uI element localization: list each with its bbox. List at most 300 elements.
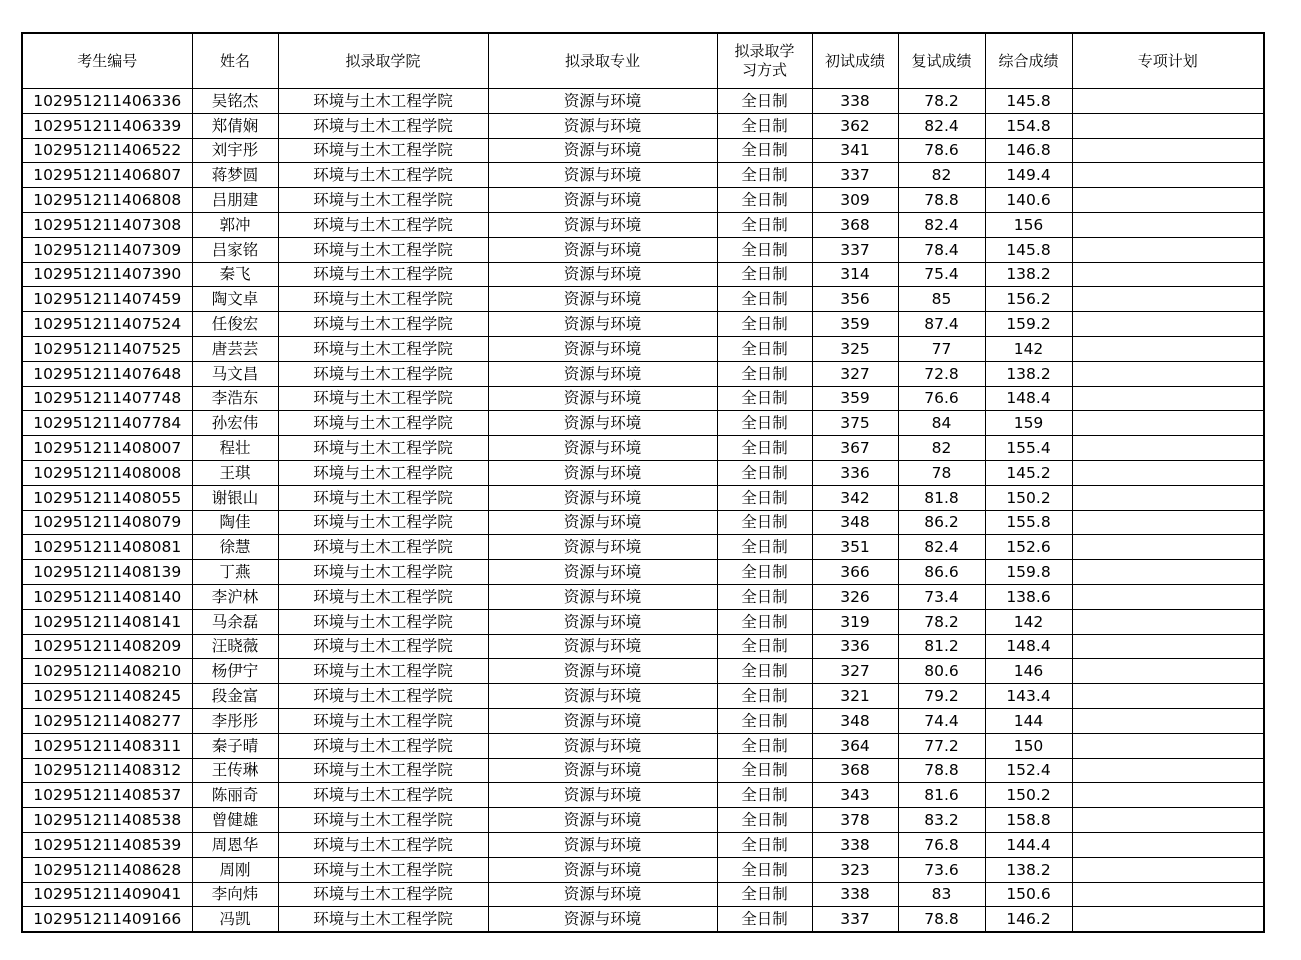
cell-special-plan bbox=[1072, 485, 1264, 510]
cell-initial-score: 326 bbox=[812, 584, 898, 609]
cell-candidate-id: 102951211408312 bbox=[22, 758, 192, 783]
cell-college: 环境与土木工程学院 bbox=[278, 262, 488, 287]
header-candidate-id: 考生编号 bbox=[22, 33, 192, 89]
cell-major: 资源与环境 bbox=[488, 832, 717, 857]
cell-retest-score: 78 bbox=[898, 460, 985, 485]
cell-college: 环境与土木工程学院 bbox=[278, 336, 488, 361]
cell-candidate-id: 102951211408311 bbox=[22, 733, 192, 758]
cell-total-score: 152.4 bbox=[985, 758, 1072, 783]
cell-initial-score: 309 bbox=[812, 188, 898, 213]
cell-study-mode: 全日制 bbox=[717, 783, 812, 808]
table-row bbox=[22, 411, 1264, 436]
cell-initial-score: 325 bbox=[812, 336, 898, 361]
cell-special-plan bbox=[1072, 361, 1264, 386]
cell-retest-score: 76.6 bbox=[898, 386, 985, 411]
cell-candidate-id: 102951211408538 bbox=[22, 808, 192, 833]
cell-total-score: 150.2 bbox=[985, 485, 1072, 510]
cell-name: 郑倩娴 bbox=[192, 113, 278, 138]
cell-special-plan bbox=[1072, 510, 1264, 535]
admission-table bbox=[21, 32, 1265, 933]
cell-candidate-id: 102951211408141 bbox=[22, 609, 192, 634]
cell-college: 环境与土木工程学院 bbox=[278, 560, 488, 585]
cell-name: 秦子晴 bbox=[192, 733, 278, 758]
header-special-plan: 专项计划 bbox=[1072, 33, 1264, 89]
cell-major: 资源与环境 bbox=[488, 659, 717, 684]
cell-total-score: 155.4 bbox=[985, 436, 1072, 461]
cell-total-score: 138.6 bbox=[985, 584, 1072, 609]
cell-retest-score: 81.8 bbox=[898, 485, 985, 510]
cell-study-mode: 全日制 bbox=[717, 436, 812, 461]
cell-study-mode: 全日制 bbox=[717, 188, 812, 213]
cell-retest-score: 77.2 bbox=[898, 733, 985, 758]
cell-initial-score: 359 bbox=[812, 312, 898, 337]
cell-retest-score: 73.4 bbox=[898, 584, 985, 609]
cell-college: 环境与土木工程学院 bbox=[278, 733, 488, 758]
cell-college: 环境与土木工程学院 bbox=[278, 287, 488, 312]
cell-retest-score: 80.6 bbox=[898, 659, 985, 684]
cell-study-mode: 全日制 bbox=[717, 684, 812, 709]
cell-study-mode: 全日制 bbox=[717, 560, 812, 585]
cell-major: 资源与环境 bbox=[488, 758, 717, 783]
cell-initial-score: 327 bbox=[812, 361, 898, 386]
admission-sheet bbox=[21, 32, 1263, 933]
table-row bbox=[22, 882, 1264, 907]
cell-study-mode: 全日制 bbox=[717, 758, 812, 783]
cell-study-mode: 全日制 bbox=[717, 510, 812, 535]
table-row bbox=[22, 535, 1264, 560]
table-row bbox=[22, 188, 1264, 213]
cell-initial-score: 362 bbox=[812, 113, 898, 138]
cell-total-score: 145.8 bbox=[985, 89, 1072, 114]
cell-college: 环境与土木工程学院 bbox=[278, 609, 488, 634]
cell-college: 环境与土木工程学院 bbox=[278, 708, 488, 733]
cell-retest-score: 77 bbox=[898, 336, 985, 361]
table-row bbox=[22, 684, 1264, 709]
cell-study-mode: 全日制 bbox=[717, 212, 812, 237]
cell-name: 孙宏伟 bbox=[192, 411, 278, 436]
cell-special-plan bbox=[1072, 634, 1264, 659]
cell-name: 丁燕 bbox=[192, 560, 278, 585]
cell-name: 李彤彤 bbox=[192, 708, 278, 733]
cell-special-plan bbox=[1072, 138, 1264, 163]
cell-special-plan bbox=[1072, 287, 1264, 312]
cell-total-score: 138.2 bbox=[985, 262, 1072, 287]
cell-name: 郭冲 bbox=[192, 212, 278, 237]
cell-initial-score: 338 bbox=[812, 882, 898, 907]
cell-special-plan bbox=[1072, 212, 1264, 237]
cell-retest-score: 76.8 bbox=[898, 832, 985, 857]
cell-name: 刘宇彤 bbox=[192, 138, 278, 163]
cell-special-plan bbox=[1072, 783, 1264, 808]
cell-special-plan bbox=[1072, 386, 1264, 411]
cell-retest-score: 83.2 bbox=[898, 808, 985, 833]
cell-name: 吕朋建 bbox=[192, 188, 278, 213]
table-header-row bbox=[22, 33, 1264, 89]
cell-major: 资源与环境 bbox=[488, 436, 717, 461]
cell-total-score: 143.4 bbox=[985, 684, 1072, 709]
cell-candidate-id: 102951211408277 bbox=[22, 708, 192, 733]
cell-initial-score: 375 bbox=[812, 411, 898, 436]
cell-name: 马文昌 bbox=[192, 361, 278, 386]
cell-special-plan bbox=[1072, 609, 1264, 634]
cell-major: 资源与环境 bbox=[488, 138, 717, 163]
cell-retest-score: 85 bbox=[898, 287, 985, 312]
cell-total-score: 149.4 bbox=[985, 163, 1072, 188]
cell-total-score: 159.8 bbox=[985, 560, 1072, 585]
cell-candidate-id: 102951211407459 bbox=[22, 287, 192, 312]
cell-major: 资源与环境 bbox=[488, 584, 717, 609]
cell-special-plan bbox=[1072, 708, 1264, 733]
cell-name: 周恩华 bbox=[192, 832, 278, 857]
cell-special-plan bbox=[1072, 312, 1264, 337]
cell-name: 汪晓薇 bbox=[192, 634, 278, 659]
cell-retest-score: 82 bbox=[898, 436, 985, 461]
cell-retest-score: 82.4 bbox=[898, 535, 985, 560]
cell-study-mode: 全日制 bbox=[717, 634, 812, 659]
cell-initial-score: 327 bbox=[812, 659, 898, 684]
table-row bbox=[22, 336, 1264, 361]
cell-special-plan bbox=[1072, 907, 1264, 932]
table-row bbox=[22, 634, 1264, 659]
cell-study-mode: 全日制 bbox=[717, 659, 812, 684]
cell-major: 资源与环境 bbox=[488, 188, 717, 213]
cell-special-plan bbox=[1072, 411, 1264, 436]
cell-major: 资源与环境 bbox=[488, 708, 717, 733]
cell-college: 环境与土木工程学院 bbox=[278, 758, 488, 783]
cell-name: 李沪林 bbox=[192, 584, 278, 609]
cell-study-mode: 全日制 bbox=[717, 163, 812, 188]
cell-total-score: 148.4 bbox=[985, 634, 1072, 659]
cell-candidate-id: 102951211408537 bbox=[22, 783, 192, 808]
table-row bbox=[22, 659, 1264, 684]
header-retest-score: 复试成绩 bbox=[898, 33, 985, 89]
cell-candidate-id: 102951211407748 bbox=[22, 386, 192, 411]
cell-total-score: 152.6 bbox=[985, 535, 1072, 560]
header-major: 拟录取专业 bbox=[488, 33, 717, 89]
cell-total-score: 142 bbox=[985, 336, 1072, 361]
cell-total-score: 145.8 bbox=[985, 237, 1072, 262]
cell-special-plan bbox=[1072, 584, 1264, 609]
cell-college: 环境与土木工程学院 bbox=[278, 584, 488, 609]
cell-retest-score: 87.4 bbox=[898, 312, 985, 337]
cell-name: 冯凯 bbox=[192, 907, 278, 932]
cell-total-score: 144 bbox=[985, 708, 1072, 733]
cell-candidate-id: 102951211408079 bbox=[22, 510, 192, 535]
cell-total-score: 140.6 bbox=[985, 188, 1072, 213]
cell-major: 资源与环境 bbox=[488, 560, 717, 585]
cell-retest-score: 81.2 bbox=[898, 634, 985, 659]
cell-retest-score: 73.6 bbox=[898, 857, 985, 882]
cell-college: 环境与土木工程学院 bbox=[278, 510, 488, 535]
cell-candidate-id: 102951211406807 bbox=[22, 163, 192, 188]
cell-college: 环境与土木工程学院 bbox=[278, 237, 488, 262]
cell-study-mode: 全日制 bbox=[717, 312, 812, 337]
cell-special-plan bbox=[1072, 733, 1264, 758]
header-name: 姓名 bbox=[192, 33, 278, 89]
cell-total-score: 146 bbox=[985, 659, 1072, 684]
cell-candidate-id: 102951211408055 bbox=[22, 485, 192, 510]
cell-college: 环境与土木工程学院 bbox=[278, 312, 488, 337]
cell-major: 资源与环境 bbox=[488, 907, 717, 932]
cell-candidate-id: 102951211408139 bbox=[22, 560, 192, 585]
header-total-score: 综合成绩 bbox=[985, 33, 1072, 89]
cell-initial-score: 343 bbox=[812, 783, 898, 808]
cell-major: 资源与环境 bbox=[488, 113, 717, 138]
cell-college: 环境与土木工程学院 bbox=[278, 907, 488, 932]
cell-total-score: 155.8 bbox=[985, 510, 1072, 535]
cell-major: 资源与环境 bbox=[488, 212, 717, 237]
cell-name: 王传琳 bbox=[192, 758, 278, 783]
cell-special-plan bbox=[1072, 832, 1264, 857]
cell-special-plan bbox=[1072, 758, 1264, 783]
cell-major: 资源与环境 bbox=[488, 386, 717, 411]
cell-college: 环境与土木工程学院 bbox=[278, 188, 488, 213]
cell-name: 杨伊宁 bbox=[192, 659, 278, 684]
cell-major: 资源与环境 bbox=[488, 287, 717, 312]
cell-candidate-id: 102951211408210 bbox=[22, 659, 192, 684]
cell-candidate-id: 102951211408245 bbox=[22, 684, 192, 709]
cell-study-mode: 全日制 bbox=[717, 237, 812, 262]
cell-name: 周刚 bbox=[192, 857, 278, 882]
table-row bbox=[22, 262, 1264, 287]
cell-total-score: 148.4 bbox=[985, 386, 1072, 411]
cell-special-plan bbox=[1072, 336, 1264, 361]
cell-total-score: 150.2 bbox=[985, 783, 1072, 808]
cell-initial-score: 336 bbox=[812, 634, 898, 659]
cell-candidate-id: 102951211409166 bbox=[22, 907, 192, 932]
cell-college: 环境与土木工程学院 bbox=[278, 808, 488, 833]
cell-total-score: 146.2 bbox=[985, 907, 1072, 932]
cell-candidate-id: 102951211407525 bbox=[22, 336, 192, 361]
cell-candidate-id: 102951211408628 bbox=[22, 857, 192, 882]
cell-name: 吕家铭 bbox=[192, 237, 278, 262]
cell-study-mode: 全日制 bbox=[717, 485, 812, 510]
cell-initial-score: 337 bbox=[812, 907, 898, 932]
cell-study-mode: 全日制 bbox=[717, 907, 812, 932]
cell-initial-score: 338 bbox=[812, 832, 898, 857]
cell-total-score: 138.2 bbox=[985, 361, 1072, 386]
cell-candidate-id: 102951211409041 bbox=[22, 882, 192, 907]
cell-candidate-id: 102951211406336 bbox=[22, 89, 192, 114]
cell-special-plan bbox=[1072, 560, 1264, 585]
cell-candidate-id: 102951211407390 bbox=[22, 262, 192, 287]
cell-initial-score: 323 bbox=[812, 857, 898, 882]
cell-candidate-id: 102951211407308 bbox=[22, 212, 192, 237]
cell-name: 唐芸芸 bbox=[192, 336, 278, 361]
cell-retest-score: 78.8 bbox=[898, 907, 985, 932]
cell-college: 环境与土木工程学院 bbox=[278, 634, 488, 659]
cell-name: 秦飞 bbox=[192, 262, 278, 287]
table-row bbox=[22, 584, 1264, 609]
cell-name: 曾健雄 bbox=[192, 808, 278, 833]
cell-candidate-id: 102951211408007 bbox=[22, 436, 192, 461]
cell-name: 李向炜 bbox=[192, 882, 278, 907]
cell-study-mode: 全日制 bbox=[717, 336, 812, 361]
cell-special-plan bbox=[1072, 188, 1264, 213]
cell-total-score: 158.8 bbox=[985, 808, 1072, 833]
cell-major: 资源与环境 bbox=[488, 857, 717, 882]
cell-candidate-id: 102951211408140 bbox=[22, 584, 192, 609]
cell-initial-score: 366 bbox=[812, 560, 898, 585]
cell-college: 环境与土木工程学院 bbox=[278, 138, 488, 163]
cell-retest-score: 78.2 bbox=[898, 89, 985, 114]
table-row bbox=[22, 758, 1264, 783]
cell-study-mode: 全日制 bbox=[717, 733, 812, 758]
cell-retest-score: 79.2 bbox=[898, 684, 985, 709]
cell-study-mode: 全日制 bbox=[717, 535, 812, 560]
table-row bbox=[22, 733, 1264, 758]
cell-retest-score: 82.4 bbox=[898, 113, 985, 138]
cell-major: 资源与环境 bbox=[488, 163, 717, 188]
cell-special-plan bbox=[1072, 882, 1264, 907]
cell-major: 资源与环境 bbox=[488, 684, 717, 709]
cell-study-mode: 全日制 bbox=[717, 808, 812, 833]
cell-retest-score: 82.4 bbox=[898, 212, 985, 237]
cell-candidate-id: 102951211408539 bbox=[22, 832, 192, 857]
cell-major: 资源与环境 bbox=[488, 634, 717, 659]
cell-total-score: 150 bbox=[985, 733, 1072, 758]
cell-study-mode: 全日制 bbox=[717, 832, 812, 857]
cell-study-mode: 全日制 bbox=[717, 857, 812, 882]
table-row bbox=[22, 386, 1264, 411]
cell-initial-score: 337 bbox=[812, 163, 898, 188]
cell-major: 资源与环境 bbox=[488, 882, 717, 907]
cell-total-score: 146.8 bbox=[985, 138, 1072, 163]
cell-candidate-id: 102951211408008 bbox=[22, 460, 192, 485]
cell-retest-score: 72.8 bbox=[898, 361, 985, 386]
cell-major: 资源与环境 bbox=[488, 89, 717, 114]
cell-candidate-id: 102951211406339 bbox=[22, 113, 192, 138]
table-row bbox=[22, 436, 1264, 461]
cell-study-mode: 全日制 bbox=[717, 262, 812, 287]
cell-initial-score: 351 bbox=[812, 535, 898, 560]
cell-study-mode: 全日制 bbox=[717, 460, 812, 485]
cell-major: 资源与环境 bbox=[488, 808, 717, 833]
cell-initial-score: 338 bbox=[812, 89, 898, 114]
cell-total-score: 145.2 bbox=[985, 460, 1072, 485]
cell-total-score: 159 bbox=[985, 411, 1072, 436]
table-row bbox=[22, 783, 1264, 808]
cell-retest-score: 86.2 bbox=[898, 510, 985, 535]
table-row bbox=[22, 287, 1264, 312]
cell-major: 资源与环境 bbox=[488, 411, 717, 436]
cell-total-score: 144.4 bbox=[985, 832, 1072, 857]
cell-special-plan bbox=[1072, 684, 1264, 709]
cell-total-score: 156.2 bbox=[985, 287, 1072, 312]
cell-initial-score: 367 bbox=[812, 436, 898, 461]
table-body bbox=[22, 89, 1264, 933]
cell-major: 资源与环境 bbox=[488, 783, 717, 808]
cell-candidate-id: 102951211408081 bbox=[22, 535, 192, 560]
cell-special-plan bbox=[1072, 857, 1264, 882]
cell-study-mode: 全日制 bbox=[717, 361, 812, 386]
cell-total-score: 159.2 bbox=[985, 312, 1072, 337]
cell-retest-score: 78.6 bbox=[898, 138, 985, 163]
cell-candidate-id: 102951211408209 bbox=[22, 634, 192, 659]
cell-special-plan bbox=[1072, 659, 1264, 684]
cell-initial-score: 321 bbox=[812, 684, 898, 709]
header-study-mode bbox=[717, 33, 812, 89]
cell-name: 段金富 bbox=[192, 684, 278, 709]
cell-candidate-id: 102951211406808 bbox=[22, 188, 192, 213]
cell-initial-score: 314 bbox=[812, 262, 898, 287]
cell-major: 资源与环境 bbox=[488, 237, 717, 262]
table-row bbox=[22, 361, 1264, 386]
cell-major: 资源与环境 bbox=[488, 733, 717, 758]
cell-candidate-id: 102951211407784 bbox=[22, 411, 192, 436]
cell-college: 环境与土木工程学院 bbox=[278, 212, 488, 237]
cell-name: 徐慧 bbox=[192, 535, 278, 560]
cell-college: 环境与土木工程学院 bbox=[278, 411, 488, 436]
table-row bbox=[22, 808, 1264, 833]
cell-college: 环境与土木工程学院 bbox=[278, 89, 488, 114]
cell-college: 环境与土木工程学院 bbox=[278, 659, 488, 684]
table-row bbox=[22, 89, 1264, 114]
cell-initial-score: 348 bbox=[812, 510, 898, 535]
cell-name: 任俊宏 bbox=[192, 312, 278, 337]
cell-college: 环境与土木工程学院 bbox=[278, 882, 488, 907]
cell-initial-score: 356 bbox=[812, 287, 898, 312]
table-row bbox=[22, 460, 1264, 485]
cell-college: 环境与土木工程学院 bbox=[278, 163, 488, 188]
cell-college: 环境与土木工程学院 bbox=[278, 485, 488, 510]
cell-major: 资源与环境 bbox=[488, 460, 717, 485]
cell-major: 资源与环境 bbox=[488, 262, 717, 287]
cell-name: 陈丽奇 bbox=[192, 783, 278, 808]
table-row bbox=[22, 907, 1264, 932]
cell-name: 程壮 bbox=[192, 436, 278, 461]
cell-college: 环境与土木工程学院 bbox=[278, 460, 488, 485]
cell-special-plan bbox=[1072, 113, 1264, 138]
cell-college: 环境与土木工程学院 bbox=[278, 113, 488, 138]
header-study-mode-label: 拟录取学习方式 bbox=[734, 42, 795, 79]
cell-study-mode: 全日制 bbox=[717, 89, 812, 114]
cell-name: 蒋梦圆 bbox=[192, 163, 278, 188]
cell-initial-score: 336 bbox=[812, 460, 898, 485]
cell-study-mode: 全日制 bbox=[717, 609, 812, 634]
cell-initial-score: 337 bbox=[812, 237, 898, 262]
table-row bbox=[22, 237, 1264, 262]
cell-name: 王琪 bbox=[192, 460, 278, 485]
cell-special-plan bbox=[1072, 237, 1264, 262]
cell-retest-score: 81.6 bbox=[898, 783, 985, 808]
cell-name: 李浩东 bbox=[192, 386, 278, 411]
cell-college: 环境与土木工程学院 bbox=[278, 684, 488, 709]
cell-retest-score: 83 bbox=[898, 882, 985, 907]
cell-study-mode: 全日制 bbox=[717, 708, 812, 733]
cell-study-mode: 全日制 bbox=[717, 411, 812, 436]
cell-initial-score: 368 bbox=[812, 212, 898, 237]
cell-study-mode: 全日制 bbox=[717, 386, 812, 411]
cell-retest-score: 78.8 bbox=[898, 758, 985, 783]
cell-candidate-id: 102951211407309 bbox=[22, 237, 192, 262]
cell-name: 谢银山 bbox=[192, 485, 278, 510]
table-row bbox=[22, 312, 1264, 337]
cell-retest-score: 86.6 bbox=[898, 560, 985, 585]
header-college: 拟录取学院 bbox=[278, 33, 488, 89]
cell-candidate-id: 102951211406522 bbox=[22, 138, 192, 163]
table-row bbox=[22, 510, 1264, 535]
cell-special-plan bbox=[1072, 460, 1264, 485]
cell-retest-score: 74.4 bbox=[898, 708, 985, 733]
cell-special-plan bbox=[1072, 436, 1264, 461]
cell-initial-score: 348 bbox=[812, 708, 898, 733]
cell-total-score: 150.6 bbox=[985, 882, 1072, 907]
cell-special-plan bbox=[1072, 808, 1264, 833]
cell-initial-score: 342 bbox=[812, 485, 898, 510]
cell-college: 环境与土木工程学院 bbox=[278, 386, 488, 411]
table-row bbox=[22, 560, 1264, 585]
